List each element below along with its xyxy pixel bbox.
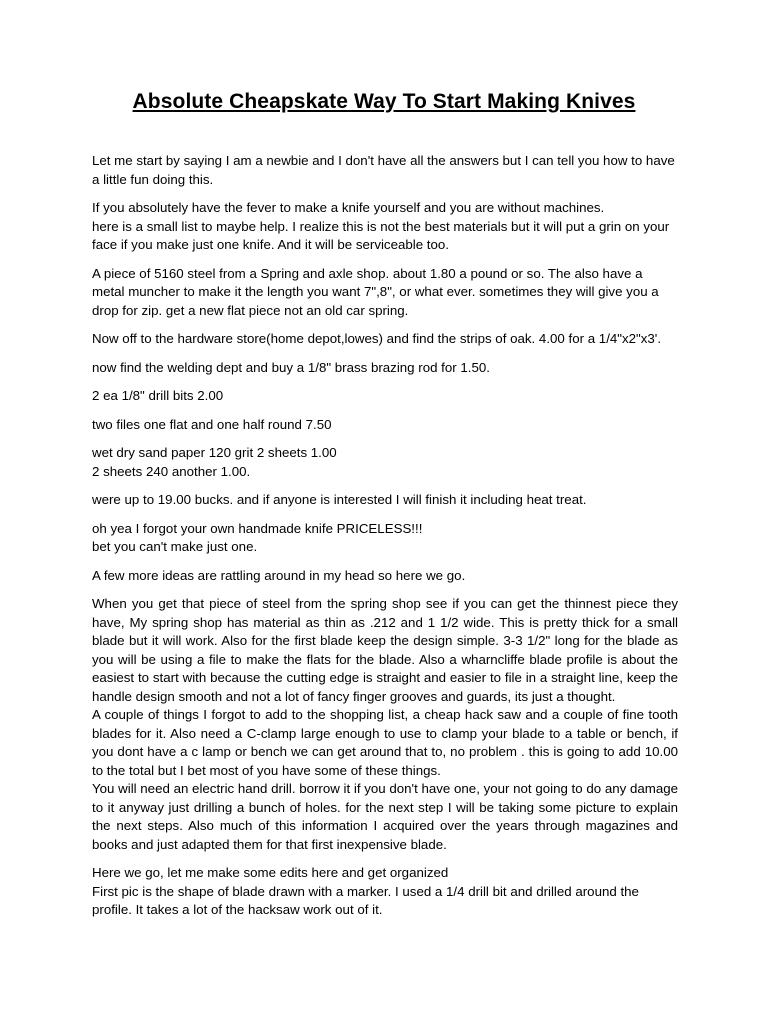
paragraph-first-pic: First pic is the shape of blade drawn with a marker. I used a 1/4 drill bit and drilled around the profile. It takes a lot of the hacksaw work out of it. [92, 883, 639, 917]
document-title: Absolute Cheapskate Way To Start Making Knives [132, 90, 636, 113]
paragraph-fever: If you absolutely have the fever to make a knife yourself and you are without machines. [92, 200, 605, 215]
paragraph-shopping-list: A couple of things I forgot to add to the shopping list, a cheap hack saw and a couple of fine tooth blades for it. Also need a C-clamp large enough to use to clamp your blade to a table or bench, if you dont have a c lamp or bench we can get around that to, no problem . this is going to add 10.00 to the total but I bet most of you have some of these things. [92, 707, 678, 778]
paragraph-intro: Let me start by saying I am a newbie and I don't have all the answers but I can tell you how to have a little fun doing this. [92, 153, 675, 187]
paragraph-brazing-rod: now find the welding dept and buy a 1/8" brass brazing rod for 1.50. [92, 359, 490, 375]
paragraph-files: two files one flat and one half round 7.50 [92, 416, 332, 432]
paragraph-final-group [92, 864, 678, 920]
paragraph-sandpaper-120: wet dry sand paper 120 grit 2 sheets 1.00 [92, 445, 337, 460]
paragraph-total: were up to 19.00 bucks. and if anyone is interested I will finish it including heat treat. [92, 492, 587, 507]
paragraph-fever-group [92, 199, 678, 255]
paragraph-here-we-go: Here we go, let me make some edits here and get organized [92, 865, 449, 880]
paragraph-sandpaper-group [92, 444, 678, 481]
paragraph-hardware: Now off to the hardware store(home depot,lowes) and find the strips of oak. 4.00 for a 1/4"x2"x3'. [92, 331, 662, 346]
paragraph-steel: A piece of 5160 steel from a Spring and axle shop. about 1.80 a pound or so. The also have a metal muncher to make it the length you want 7",8", or what ever. sometimes they will give you a drop for zip. get a new flat piece not an old car spring. [92, 265, 659, 318]
paragraph-small-list: here is a small list to maybe help. I realize this is not the best materials but it will put a grin on your face if you make just one knife. And it will be serviceable too. [92, 218, 670, 252]
paragraph-hand-drill: You will need an electric hand drill. borrow it if you don't have one, your not going to do any damage to it anyway just drilling a bunch of holes. for the next step I will be taking some picture to explain the next steps. Also much of this information I acquired over the years through magazines and books and just adapted them for that first inexpensive blade. [92, 781, 679, 852]
paragraph-more-ideas: A few more ideas are rattling around in my head so here we go. [92, 567, 466, 583]
paragraph-drill-bits: 2 ea 1/8" drill bits 2.00 [92, 388, 224, 403]
paragraph-sandpaper-240: 2 sheets 240 another 1.00. [92, 463, 251, 479]
paragraph-steel-thickness: When you get that piece of steel from the spring shop see if you can get the thinnest piece they have, My spring shop has material as thin as .212 and 1 1/2 wide. This is pretty thick for a small blade but it will work. Also for the first blade keep the design simple. 3-3 1/2" long for the blade as you will be using a file to make the flats for the blade. Also a wharncliffe blade profile is about the easiest to start with because the cutting edge is straight and easier to file in a straight line, keep the handle design smooth and not a lot of fancy finger grooves and guards, its just a thought. [92, 596, 678, 704]
paragraph-bet: bet you can't make just one. [92, 539, 258, 554]
document-body [92, 152, 678, 930]
paragraph-priceless-group [92, 520, 678, 557]
paragraph-priceless: oh yea I forgot your own handmade knife PRICELESS!!! [92, 520, 423, 536]
paragraph-long-group [92, 595, 678, 854]
